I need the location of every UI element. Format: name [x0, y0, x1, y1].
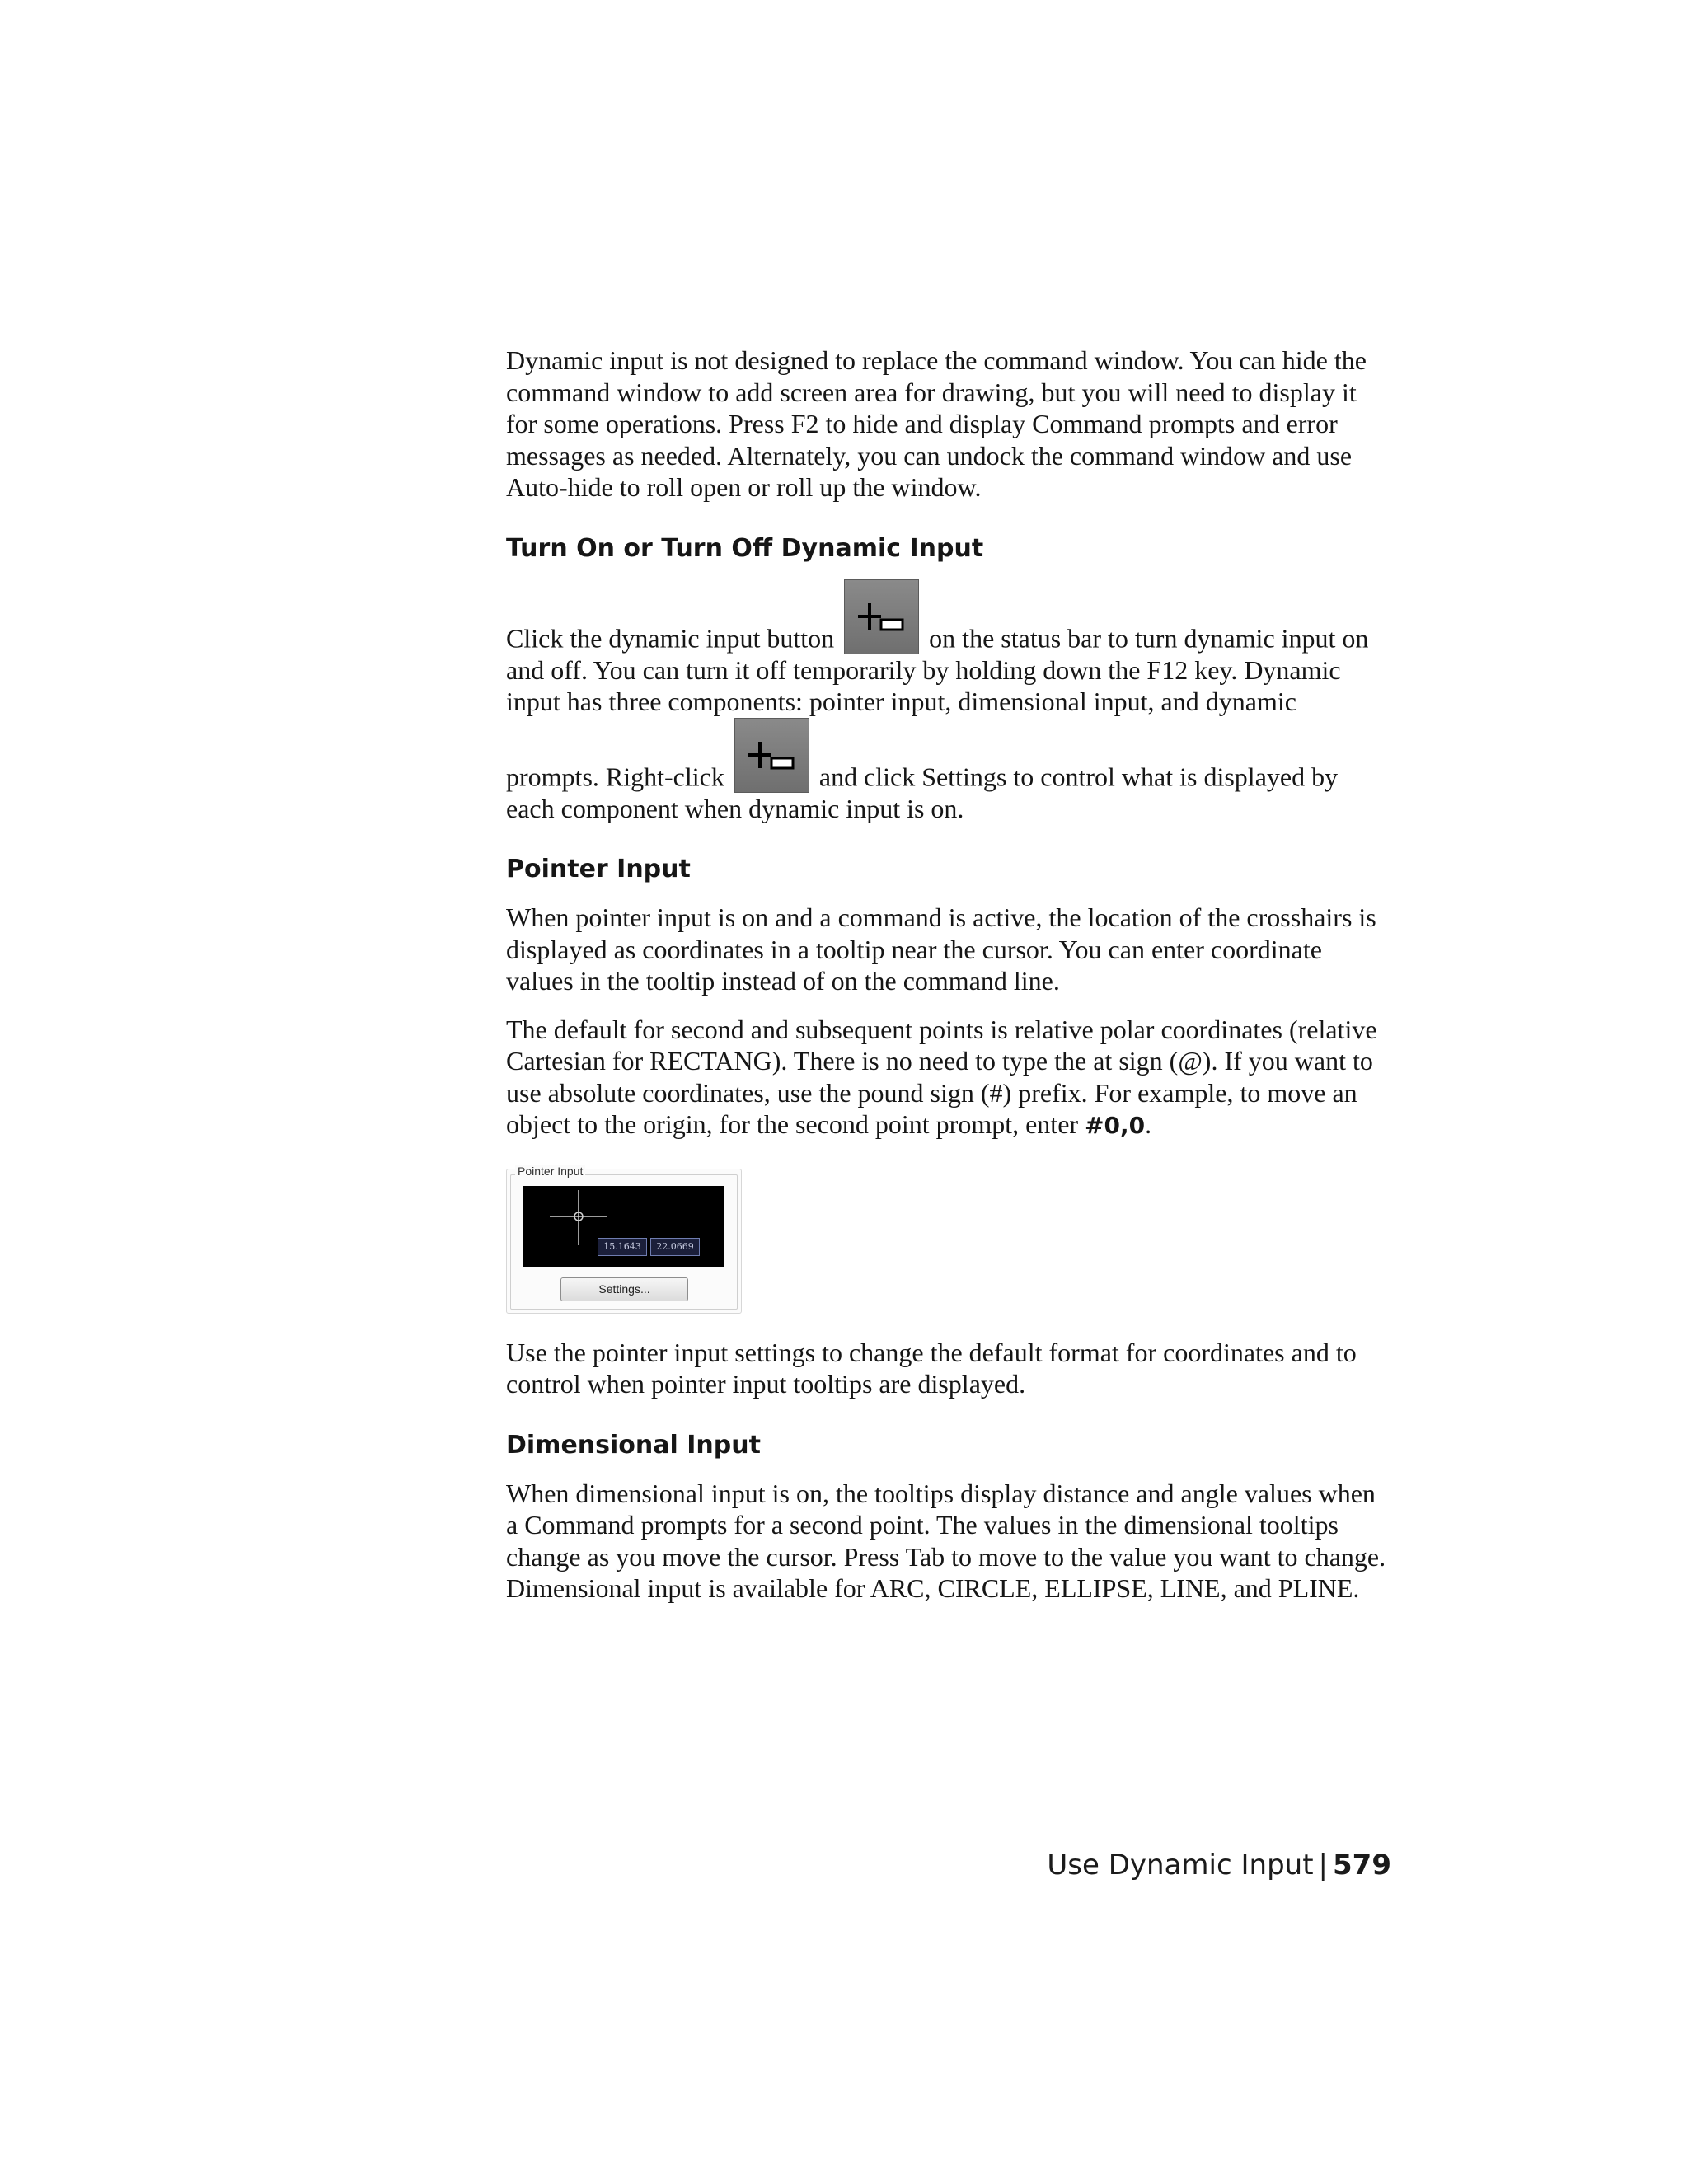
y-coordinate-tooltip: 22.0669 — [650, 1238, 700, 1256]
pointer-input-preview — [523, 1186, 724, 1267]
page-footer — [1047, 1848, 1391, 1882]
pointer-paragraph-2-end: . — [1145, 1109, 1152, 1139]
dimensional-paragraph-1: When dimensional input is on, the tooltips display distance and angle values when a Command prompts for a second point. The values in the dimensional tooltips change as you move the cursor. Press Tab to move to the value you want to change. Dimensional input is available for ARC, CIRCLE, ELLIPSE, LINE, and PLINE. — [506, 1478, 1386, 1603]
heading-pointer-input: Pointer Input — [506, 855, 691, 883]
dynamic-input-icon — [844, 579, 919, 654]
turn-on-paragraph — [506, 579, 1391, 825]
heading-dimensional-input: Dimensional Input — [506, 1430, 761, 1460]
pointer-paragraph-3: Use the pointer input settings to change the default format for coordinates and to control when pointer input tooltips are displayed. — [506, 1337, 1357, 1399]
page-content — [506, 344, 1391, 1605]
pointer-input-figure — [506, 1164, 742, 1314]
pointer-paragraph-2-text: The default for second and subsequent points is relative polar coordinates (relative Cartesian for RECTANG). There is no need to type the at sign (@). If you want to use absolute coordinates, use the pound sign (#) prefix. For example, to move an object to the origin, for the second point prompt, enter — [506, 1014, 1377, 1139]
intro-paragraph: Dynamic input is not designed to replace the command window. You can hide the command window to add screen area for drawing, but you will need to display it for some operations. Press F2 to hide and display Command prompts and error messages as needed. Alternately, you can undock the command window and use Auto-hide to roll open or roll up the window. — [506, 345, 1367, 502]
dynamic-input-glyph — [845, 580, 918, 654]
pointer-paragraph-1: When pointer input is on and a command is active, the location of the crosshairs is displayed as coordinates in a tooltip near the cursor. You can enter coordinate values in the tooltip instead of on the command line. — [506, 902, 1376, 996]
turn-on-text-3: and click Settings to control what is displayed by each component when dynamic input is on. — [506, 762, 1339, 823]
pointer-input-legend: Pointer Input — [515, 1165, 585, 1178]
page-number: 579 — [1333, 1849, 1391, 1882]
x-coordinate-tooltip: 15.1643 — [598, 1238, 647, 1256]
heading-turn-on-off: Turn On or Turn Off Dynamic Input — [506, 533, 984, 563]
dynamic-input-glyph — [735, 719, 809, 792]
settings-button[interactable]: Settings... — [560, 1277, 688, 1301]
pointer-paragraph-2 — [506, 1014, 1391, 1142]
dynamic-input-icon — [734, 718, 809, 793]
turn-on-text-2: on the status bar to turn dynamic input on and off. You can turn it off temporarily by holding down the F12 key. Dynamic input has three components: pointer input, dimensional input, and dynamic prompts. Right-click — [506, 623, 1369, 791]
footer-separator: | — [1318, 1849, 1329, 1882]
footer-section-title: Use Dynamic Input — [1047, 1849, 1314, 1882]
absolute-coordinate-example: #0,0 — [1085, 1112, 1146, 1139]
turn-on-text-1: Click the dynamic input button — [506, 623, 835, 653]
